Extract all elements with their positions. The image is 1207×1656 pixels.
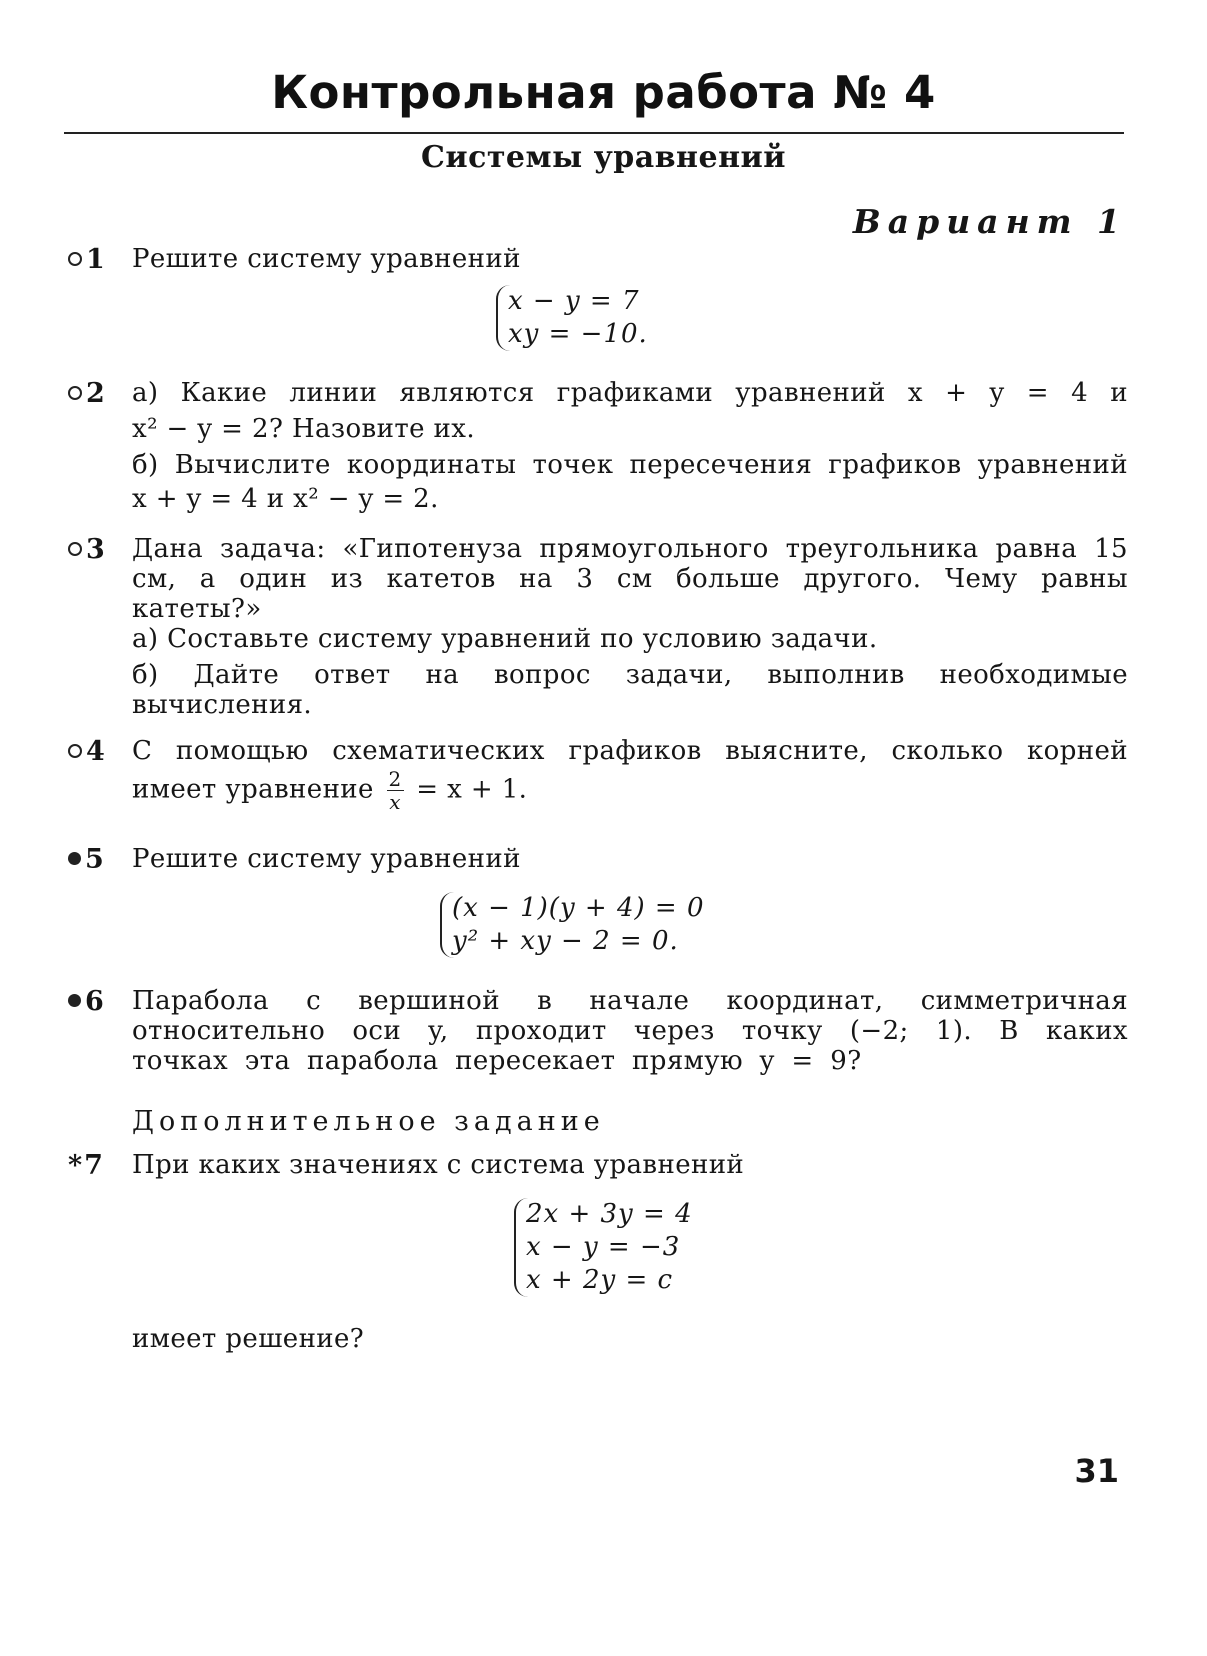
easy-marker-icon [68, 744, 82, 758]
task-7-text: При каких значениях c система уравнений [132, 1150, 745, 1180]
system-equation: x + 2y = c [526, 1265, 674, 1295]
task-5-system [440, 892, 705, 958]
equation-fraction [387, 768, 404, 813]
task-1-system [496, 285, 648, 351]
task-4-number: 4 [68, 736, 128, 767]
system-equation: y² + xy − 2 = 0. [452, 926, 679, 956]
task-3-text: Дана задача: «Гипотенуза прямоугольного треугольника равна 15 см, а один из катетов на 3 см больше другого. Чему равны катеты?» [132, 534, 1128, 624]
task-4-line-1: С помощью схематических графиков выясните, сколько корней [132, 736, 1128, 766]
page-subtitle: Системы уравнений [420, 140, 787, 175]
system-equation: 2x + 3y = 4 [526, 1199, 693, 1229]
task-2-number: 2 [68, 378, 128, 409]
task-4-line-2 [132, 768, 1128, 813]
task-6-number: 6 [68, 986, 128, 1017]
task-2-part-a-line-2: x² − y = 2? Назовите их. [132, 414, 476, 444]
task-7-system [514, 1198, 693, 1297]
hard-marker-icon [68, 994, 81, 1007]
fraction-denominator: x [389, 790, 401, 814]
system-equation: x − y = 7 [508, 286, 640, 316]
task-3-part-b: б) Дайте ответ на вопрос задачи, выполнив необходимые вычисления. [132, 660, 1128, 720]
task-7-after-text: имеет решение? [132, 1324, 365, 1354]
task-1-number: 1 [68, 244, 128, 275]
hard-marker-icon [68, 852, 81, 865]
task-2-part-a-line-1: а) Какие линии являются графиками уравнений x + y = 4 и [132, 378, 1128, 408]
task-2-part-b-line-2: x + y = 4 и x² − y = 2. [132, 484, 439, 514]
system-equation: xy = −10. [508, 319, 648, 349]
task-4-line-2-suffix: = x + 1. [416, 774, 528, 805]
extra-task-heading: Дополнительное задание [132, 1106, 605, 1137]
fraction-numerator: 2 [388, 767, 402, 791]
task-7-number: *7 [68, 1150, 103, 1181]
easy-marker-icon [68, 252, 82, 266]
task-3-number: 3 [68, 534, 128, 565]
task-2-part-b-line-1: б) Вычислите координаты точек пересечения графиков уравнений [132, 450, 1128, 480]
page-title: Контрольная работа № 4 [271, 66, 936, 119]
task-4-line-2-prefix: имеет уравнение [132, 774, 374, 805]
title-divider [64, 132, 1124, 134]
system-equation: x − y = −3 [526, 1232, 681, 1262]
task-1-text: Решите систему уравнений [132, 244, 521, 274]
easy-marker-icon [68, 386, 82, 400]
variant-label: Вариант 1 [852, 202, 1127, 241]
system-equation: (x − 1)(y + 4) = 0 [452, 893, 705, 923]
easy-marker-icon [68, 542, 82, 556]
task-6-text: Парабола с вершиной в начале координат, симметричная относительно оси y, проходит через точку (−2; 1). В каких точках эта парабола пересекает прямую y = 9? [132, 986, 1128, 1076]
page-number: 31 [1074, 1452, 1119, 1490]
task-5-number: 5 [68, 844, 128, 875]
task-3-part-a: а) Составьте систему уравнений по условию задачи. [132, 624, 878, 654]
star-marker-icon: * [68, 1150, 83, 1181]
task-5-text: Решите систему уравнений [132, 844, 521, 874]
